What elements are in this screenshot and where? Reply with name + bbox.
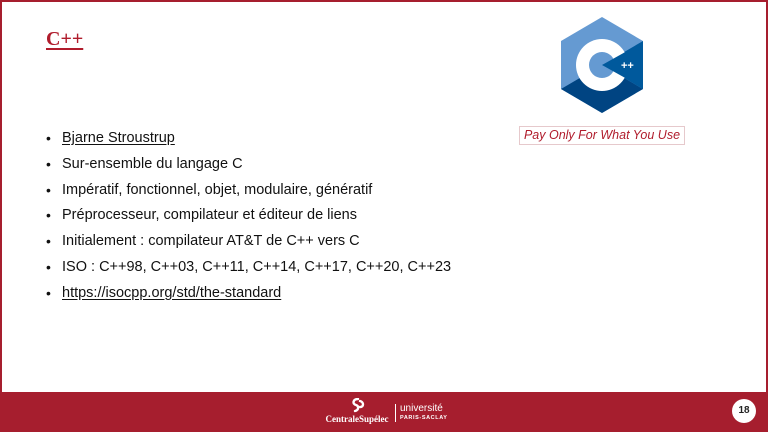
cpp-logo-plus: ++ [621, 60, 634, 72]
brand-name: CentraleSupélec [325, 414, 389, 424]
bullet-marker: • [46, 258, 51, 275]
cpp-logo-icon [558, 17, 646, 113]
bullet-text: Sur-ensemble du langage C [62, 155, 243, 172]
page-number: 18 [732, 399, 756, 423]
bullet-item [46, 257, 451, 283]
footer-bar [2, 392, 766, 430]
bullet-item [46, 231, 451, 257]
bullet-item [46, 128, 451, 154]
bullet-item [46, 205, 451, 231]
bullet-marker: • [46, 181, 51, 198]
isocpp-link[interactable]: https://isocpp.org/std/the-standard [62, 284, 282, 301]
bullet-marker: • [46, 284, 51, 301]
bullet-text: Initialement : compilateur AT&T de C++ vers C [62, 233, 360, 250]
brand-divider [395, 404, 396, 422]
bullet-text: ISO : C++98, C++03, C++11, C++14, C++17, C++20, C++23 [62, 258, 452, 275]
university-label: université [400, 403, 443, 414]
bullet-text: Impératif, fonctionnel, objet, modulaire, génératif [62, 181, 373, 198]
university-sub-label: PARIS-SACLAY [400, 415, 448, 421]
footer-brand [323, 398, 449, 426]
slide-title: C++ [46, 28, 84, 50]
centralesupelec-logo-icon [349, 398, 367, 413]
bullet-marker: • [46, 207, 51, 224]
bullet-item [46, 283, 451, 309]
bullet-item [46, 154, 451, 180]
bullet-marker: • [46, 155, 51, 172]
bullet-text-author[interactable]: Bjarne Stroustrup [62, 130, 175, 146]
tagline: Pay Only For What You Use [519, 126, 685, 145]
bullet-marker: • [46, 233, 51, 250]
bullet-item [46, 180, 451, 206]
bullet-text: Préprocesseur, compilateur et éditeur de liens [62, 207, 357, 224]
bullet-list [46, 128, 451, 309]
bullet-marker: • [46, 130, 51, 146]
